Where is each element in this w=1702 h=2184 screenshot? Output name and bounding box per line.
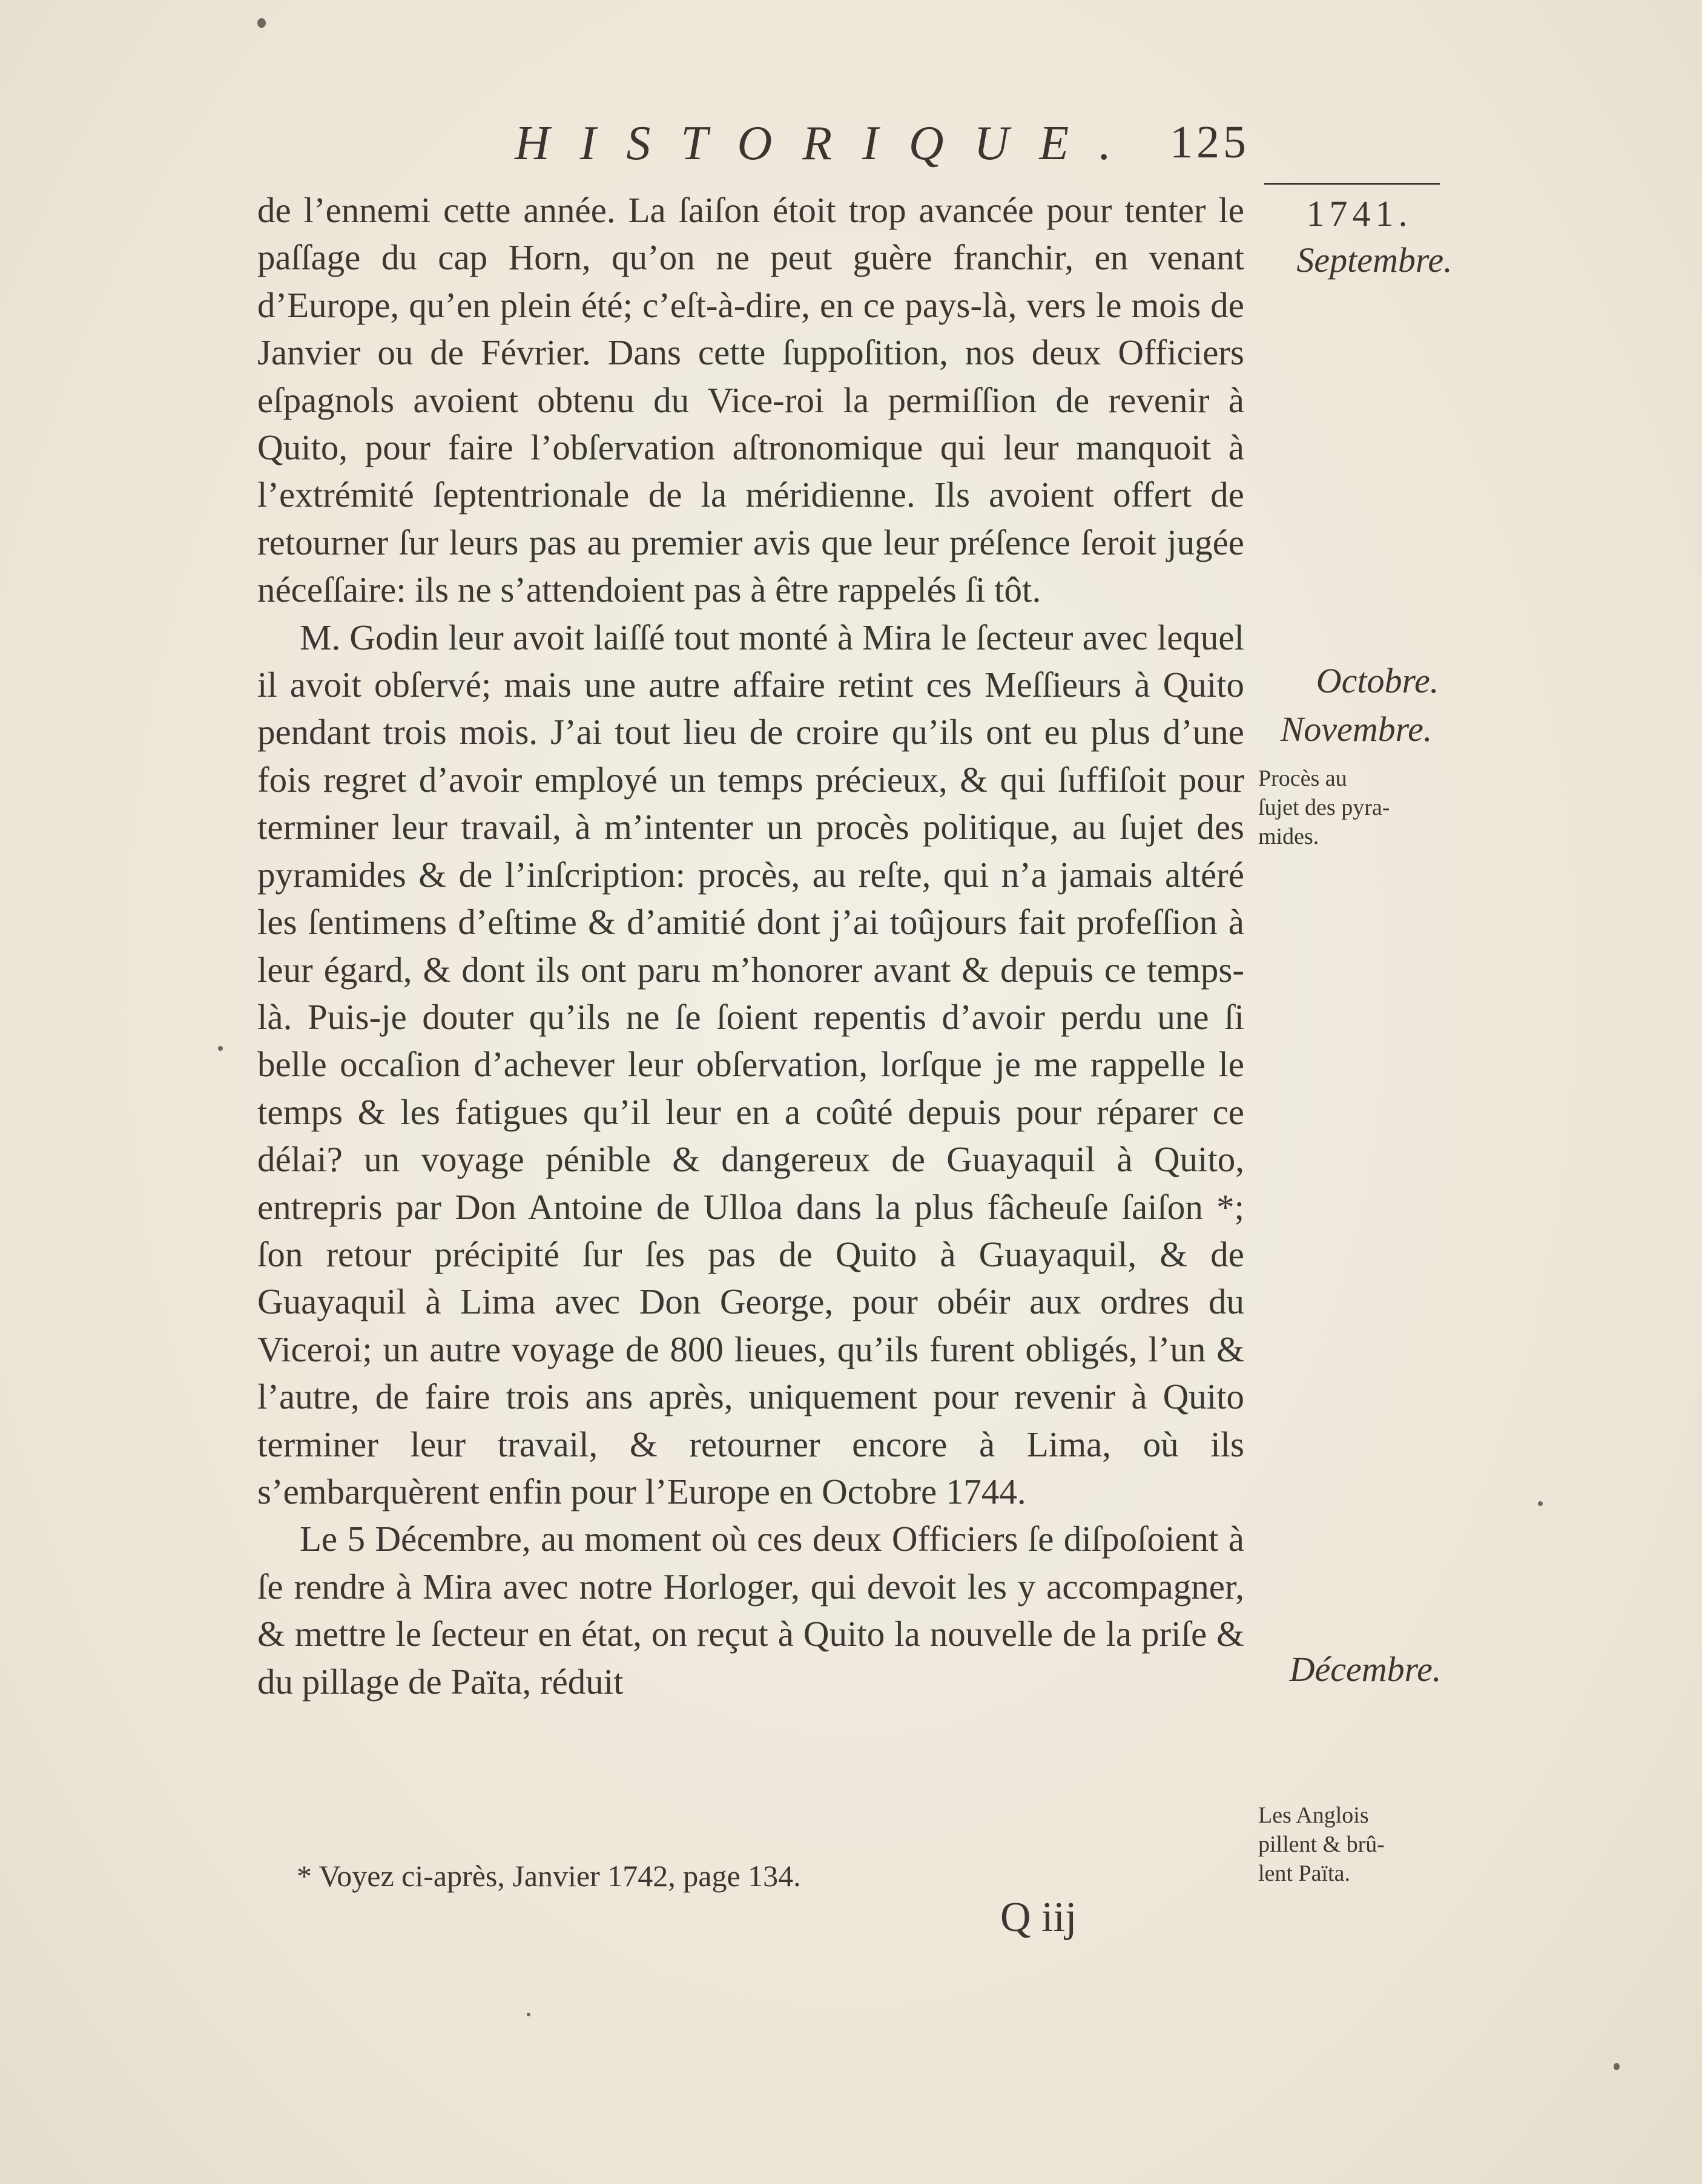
sidenote-anglois — [1258, 1801, 1416, 1888]
margin-rule — [1264, 183, 1440, 185]
paragraph-3: Le 5 Décembre, au moment où ces deux Officiers ſe diſpoſoient à ſe rendre à Mira avec notre Horloger, qui devoit les y accompagner, & mettre le ſecteur en état, on reçut à Quito la nouvelle de la priſe & du pillage de Païta, réduit — [257, 1519, 1244, 1702]
signature-mark: Q iij — [1000, 1894, 1077, 1941]
paper-speck — [527, 2013, 530, 2016]
footnote: * Voyez ci-après, Janvier 1742, page 134. — [297, 1859, 801, 1893]
sidenote-line: ſujet des pyra- — [1258, 795, 1390, 820]
sidenote-line: mides. — [1258, 824, 1319, 849]
paper-speck — [257, 18, 266, 28]
margin-month-october: Octobre. — [1316, 661, 1439, 700]
margin-year: 1741. — [1306, 194, 1413, 234]
sidenote-line: Les Anglois — [1258, 1803, 1369, 1828]
main-text — [257, 186, 1244, 1705]
sidenote-line: lent Païta. — [1258, 1861, 1350, 1886]
margin-month-september: Septembre. — [1296, 240, 1453, 280]
paper-speck — [1614, 2063, 1620, 2070]
sidenote-line: Procès au — [1258, 766, 1347, 791]
page-number: 125 — [1170, 117, 1250, 168]
paragraph-1: de l’ennemi cette année. La ſaiſon étoit trop avancée pour tenter le paſſage du cap Horn, qu’on ne peut guère franchir, en venant d’Europe, qu’en plein été; c’eſt-à-dire, en ce pays-là, vers le mois de Janvier ou de Février. Dans cette ſuppoſition, nos deux Officiers eſpagnols avoient obtenu du Vice-roi la permiſſion de revenir à Quito, pour faire l’obſervation aſtronomique qui leur manquoit à l’extrémité ſeptentrionale de la méridienne. Ils avoient offert de retourner ſur leurs pas au premier avis que leur préſence ſeroit jugée néceſſaire: ils ne s’attendoient pas à être rappelés ſi tôt. — [257, 190, 1244, 610]
margin-month-december: Décembre. — [1289, 1650, 1442, 1689]
margin-month-november: Novembre. — [1280, 709, 1433, 749]
running-head: HISTORIQUE. — [515, 117, 1142, 170]
paper-speck — [218, 1046, 223, 1051]
paragraph-2: M. Godin leur avoit laiſſé tout monté à Mira le ſecteur avec lequel il avoit obſervé; mais une autre affaire retint ces Meſſieurs à Quito pendant trois mois. J’ai tout lieu de croire qu’ils ont eu plus d’une fois regret d’avoir employé un temps précieux, & qui ſuffiſoit pour terminer leur travail, à m’intenter un procès politique, au ſujet des pyramides & de l’inſcription: procès, au reſte, qui n’a jamais altéré les ſentimens d’eſtime & d’amitié dont j’ai toûjours fait profeſſion à leur égard, & dont ils ont paru m’honorer avant & depuis ce temps-là. Puis-je douter qu’ils ne ſe ſoient repentis d’avoir perdu une ſi belle occaſion d’achever leur obſervation, lorſque je me rappelle le temps & les fatigues qu’il leur en a coûté depuis pour réparer ce délai? un voyage pénible & dangereux de Guayaquil à Quito, entrepris par Don Antoine de Ulloa dans la plus fâcheuſe ſaiſon *; ſon retour précipité ſur ſes pas de Quito à Guayaquil, & de Guayaquil à Lima avec Don George, pour obéir aux ordres du Viceroi; un autre voyage de 800 lieues, qu’ils furent obligés, l’un & l’autre, de faire trois ans après, uniquement pour revenir à Quito terminer leur travail, & retourner encore à Lima, où ils s’embarquèrent enfin pour l’Europe en Octobre 1744. — [257, 617, 1244, 1511]
sidenote-proces — [1258, 764, 1416, 851]
sidenote-line: pillent & brû- — [1258, 1832, 1385, 1857]
paper-speck — [1538, 1501, 1543, 1506]
